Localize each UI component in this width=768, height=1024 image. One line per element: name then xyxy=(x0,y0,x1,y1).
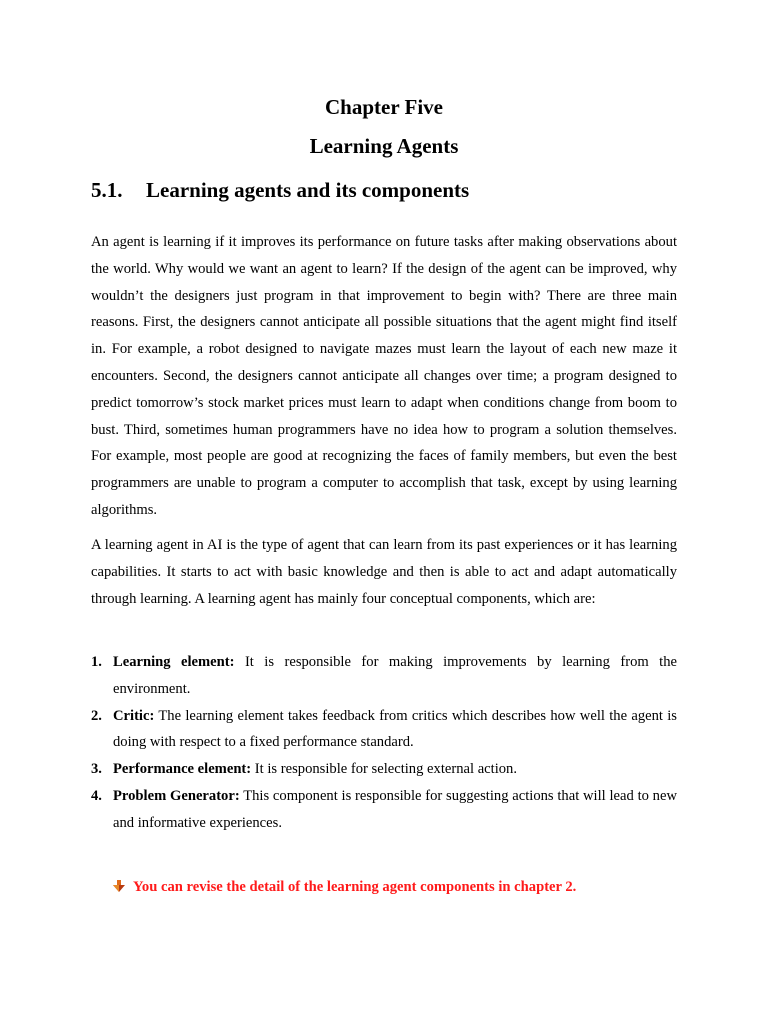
list-number: 3. xyxy=(91,761,102,778)
components-list xyxy=(91,649,677,837)
component-description: The learning element takes feedback from critics which describes how well the agent is doing with respect to a fixed performance standard. xyxy=(113,707,677,751)
list-number: 1. xyxy=(91,654,102,670)
list-item xyxy=(91,756,677,783)
component-description: It is responsible for making improvements by learning from the environment. xyxy=(113,654,677,697)
component-term: Critic: xyxy=(113,707,155,724)
list-item xyxy=(91,703,677,757)
component-description: It is responsible for selecting external action. xyxy=(251,761,518,778)
chapter-title: Chapter Five xyxy=(324,95,443,119)
definition-paragraph: A learning agent in AI is the type of agent that can learn from its past experiences or it has learning capabilities. It starts to act with basic knowledge and then is able to act and adapt automatically through learning. A learning agent has mainly four conceptual components, which are: xyxy=(91,537,677,607)
intro-paragraph: An agent is learning if it improves its performance on future tasks after making observations about the world. Why would we want an agent to learn? If the design of the agent can be improved, why wouldn’t the designers just program in that improvement to begin with? There are three main reasons. First, the designers cannot anticipate all possible situations that the agent might find itself in. For example, a robot designed to navigate mazes must learn the layout of each new maze it encounters. Second, the designers cannot anticipate all changes over time; a program designed to predict tomorrow’s stock market prices must learn to adapt when conditions change from boom to bust. Third, sometimes human programmers have no idea how to program a solution themselves. For example, most people are good at recognizing the faces of family members, but even the best programmers are unable to program a computer to accomplish that task, except by using learning algorithms. xyxy=(91,234,677,518)
component-term: Performance element: xyxy=(113,761,252,778)
down-arrow-bullet-icon xyxy=(113,880,125,892)
list-item xyxy=(91,783,677,837)
list-number: 4. xyxy=(91,787,102,804)
list-item xyxy=(91,649,677,703)
section-heading xyxy=(91,176,469,204)
chapter-subtitle: Learning Agents xyxy=(309,134,459,158)
component-description: This component is responsible for suggesting actions that will lead to new and informative experiences. xyxy=(113,787,677,831)
section-number: 5.1. xyxy=(91,178,123,202)
list-number: 2. xyxy=(91,707,102,724)
component-term: Problem Generator: xyxy=(113,787,240,804)
revision-note xyxy=(113,874,576,900)
section-title: Learning agents and its components xyxy=(146,178,470,202)
component-term: Learning element: xyxy=(113,654,235,670)
note-text: You can revise the detail of the learning agent components in chapter 2. xyxy=(133,879,577,895)
